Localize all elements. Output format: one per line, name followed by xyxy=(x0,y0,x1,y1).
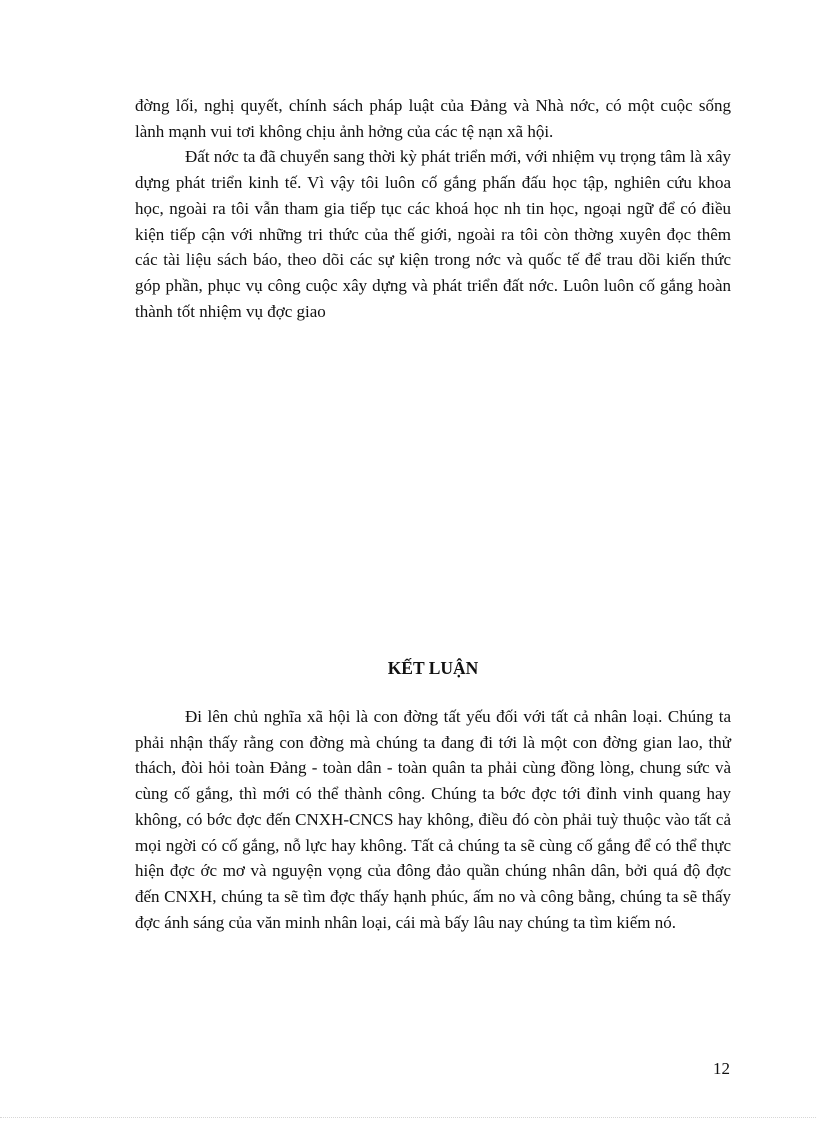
conclusion-heading: KẾT LUẬN xyxy=(387,658,479,678)
body-paragraph: Đất nớc ta đã chuyển sang thời kỳ phát triển mới, với nhiệm vụ trọng tâm là xây dựng phát triển kinh tế. Vì vậy tôi luôn cố gắng phấn đấu học tập, nghiên cứu khoa học, ngoài ra tôi vẫn tham gia tiếp tục các khoá học nh tin học, ngoại ngữ để có điều kiện tiếp cận với những tri thức của thế giới, ngoài ra tôi còn thờng xuyên đọc thêm các tài liệu sách báo, theo dõi các sự kiện trong nớc và quốc tế để trau dồi kiến thức góp phần, phục vụ công cuộc xây dựng và phát triển đất nớc. Luôn luôn cố gắng hoàn thành tốt nhiệm vụ đợc giao xyxy=(135,147,731,321)
body-text-section xyxy=(135,93,731,324)
conclusion-paragraph: Đi lên chủ nghĩa xã hội là con đờng tất yếu đối với tất cả nhân loại. Chúng ta phải nhận thấy rằng con đờng mà chúng ta đang đi tới là một con đờng gian lao, thử thách, đòi hỏi toàn Đảng - toàn dân - toàn quân ta phải cùng đồng lòng, chung sức và cùng cố gắng, thì mới có thể thành công. Chúng ta bớc đợc tới đỉnh vinh quang hay không, có bớc đợc đến CNXH-CNCS hay không, điều đó còn phải tuỳ thuộc vào tất cả mọi ngời có cố gắng, nỗ lực hay không. Tất cả chúng ta sẽ cùng cố gắng để có thể thực hiện đợc ớc mơ và nguyện vọng của đông đảo quần chúng nhân dân, bởi quá độ đợc đến CNXH, chúng ta sẽ tìm đợc thấy hạnh phúc, ấm no và công bằng, chúng ta sẽ thấy đợc ánh sáng của văn minh nhân loại, cái mà bấy lâu nay chúng ta tìm kiếm nó. xyxy=(135,707,731,932)
conclusion-section xyxy=(135,704,731,935)
page-bottom-divider xyxy=(0,1117,816,1118)
page-number: 12 xyxy=(713,1059,730,1078)
continued-paragraph: đờng lối, nghị quyết, chính sách pháp luật của Đảng và Nhà nớc, có một cuộc sống lành mạnh vui tơi không chịu ảnh hởng của các tệ nạn xã hội. xyxy=(135,96,731,141)
